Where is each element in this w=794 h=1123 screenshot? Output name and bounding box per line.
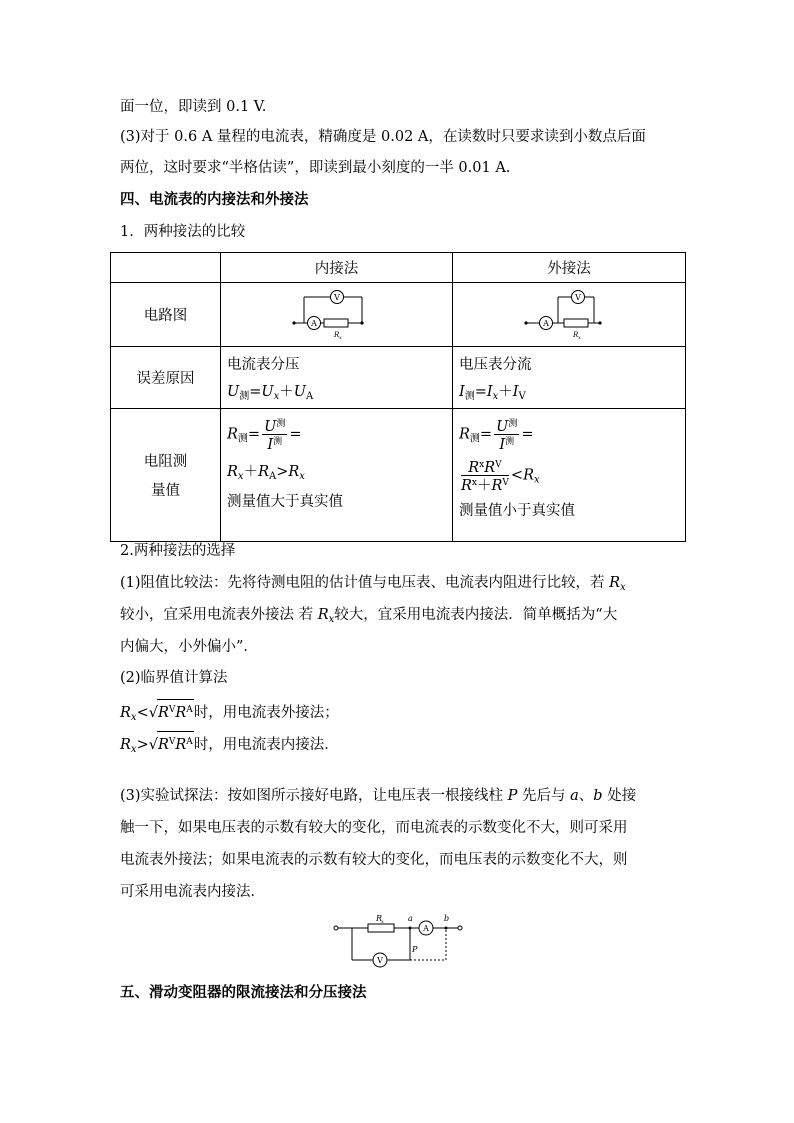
outer-resistance-formula: $R_测=$ $\frac{U^测}{I^测}$ = xyxy=(459,419,534,453)
svg-text:A: A xyxy=(423,924,429,933)
row-label-resistance: 电阻测 量值 xyxy=(111,409,221,542)
svg-text:P: P xyxy=(412,945,418,954)
inner-resistance-formula: $R_测=$ $\frac{U^测}{I^测}$ = xyxy=(227,419,302,453)
inner-connection-circuit xyxy=(292,285,382,341)
text-line: 较小，宜采用电流表外接法 若 $R_x$较大，宜采用电流表内接法．简单概括为“大 xyxy=(120,607,618,625)
text-line: $R_x>√R^VR^A$时，用电流表内接法． xyxy=(120,731,339,760)
inner-circuit-diagram xyxy=(221,283,453,347)
table-header-inner: 内接法 xyxy=(221,253,453,283)
outer-conclusion: 测量值小于真实值 xyxy=(459,503,575,519)
svg-text:b: b xyxy=(444,914,450,923)
outer-error-cell xyxy=(453,347,686,409)
svg-text:R: R xyxy=(573,330,579,339)
inner-conclusion: 测量值大于真实值 xyxy=(227,494,343,510)
inner-error-text: 电流表分压 xyxy=(227,357,300,373)
outer-resistance-cell xyxy=(453,409,686,542)
outer-circuit-diagram xyxy=(453,283,686,347)
text-line: 电流表外接法；如果电流表的示数有较大的变化，而电压表的示数变化不大，则 xyxy=(120,852,628,868)
table-corner-cell xyxy=(111,253,221,283)
text-line: 面一位，即读到 0.1 V. xyxy=(120,99,267,115)
svg-text:x: x xyxy=(338,334,342,341)
text-line: (2)临界值计算法 xyxy=(120,670,228,686)
subsection-heading: 2.两种接法的选择 xyxy=(120,543,236,559)
inner-error-cell xyxy=(221,347,453,409)
outer-error-text: 电压表分流 xyxy=(459,357,532,373)
subsection-heading: 1．两种接法的比较 xyxy=(120,224,246,240)
svg-text:V: V xyxy=(333,292,340,302)
comparison-table xyxy=(110,252,686,542)
row-label-circuit: 电路图 xyxy=(111,283,221,347)
svg-text:a: a xyxy=(408,914,413,923)
text-line: (3)实验试探法：按如图所示接好电路，让电压表一根接线柱 P 先后与 a、b 处接 xyxy=(120,788,637,804)
svg-text:V: V xyxy=(377,956,383,965)
text-line: $R_x<√R^VR^A$时，用电流表外接法； xyxy=(120,699,339,728)
section-heading: 五、滑动变阻器的限流接法和分压接法 xyxy=(120,984,367,1001)
inner-error-formula: $U_测=U_x+U_A$ xyxy=(227,384,314,402)
text-line: 内偏大，小外偏小”． xyxy=(120,639,258,655)
svg-text:A: A xyxy=(310,318,317,328)
svg-text:R: R xyxy=(376,914,383,923)
section-heading: 四、电流表的内接法和外接法 xyxy=(120,191,309,208)
inner-resistance-cell xyxy=(221,409,453,542)
outer-error-formula: $I_测=I_x+I_V$ xyxy=(459,384,526,402)
text-line: (1)阻值比较法：先将待测电阻的估计值与电压表、电流表内阻进行比较，若 $R_x$ xyxy=(120,575,626,593)
svg-text:R: R xyxy=(333,330,339,339)
text-line: 触一下，如果电压表的示数有较大的变化，而电流表的示数变化不大，则可采用 xyxy=(120,820,628,836)
text-line: 两位，这时要求“半格估读”，即读到最小刻度的一半 0.01 A. xyxy=(120,160,511,176)
outer-connection-circuit xyxy=(524,285,614,341)
svg-text:V: V xyxy=(575,292,581,302)
svg-text:A: A xyxy=(543,318,549,328)
text-line: 可采用电流表内接法． xyxy=(120,884,265,900)
inner-resistance-result: $R_x+R_A>R_x$ xyxy=(227,464,305,482)
text-line: (3)对于 0.6 A 量程的电流表，精确度是 0.02 A，在读数时只要求读到小数点后面 xyxy=(120,129,646,145)
outer-resistance-result: $\frac{R^xR^V}{R^x+R^V}$ $<R_x$ xyxy=(461,460,540,494)
svg-text:x: x xyxy=(578,334,581,341)
table-header-outer: 外接法 xyxy=(453,253,686,283)
row-label-error: 误差原因 xyxy=(111,347,221,409)
trial-method-circuit xyxy=(330,910,470,970)
svg-text:x: x xyxy=(381,919,384,925)
